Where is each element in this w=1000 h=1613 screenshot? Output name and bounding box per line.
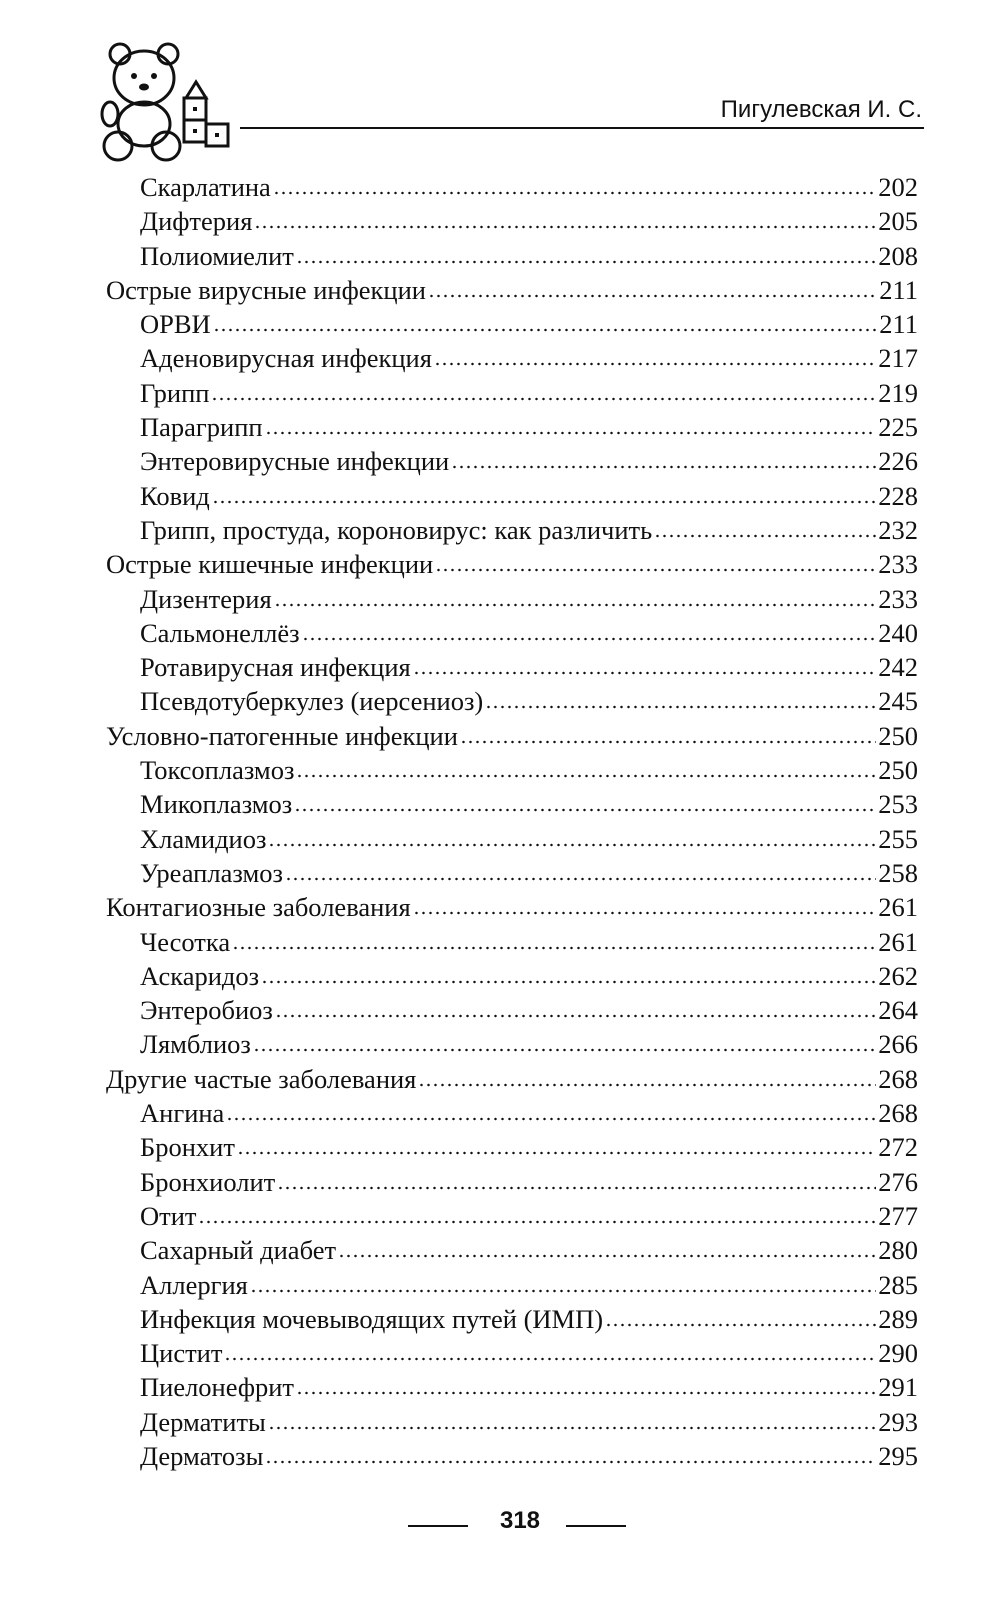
toc-entry-page: 211 xyxy=(879,274,918,305)
toc-entry xyxy=(106,1336,918,1370)
toc-entry-page: 228 xyxy=(878,480,918,511)
toc-entry-title: Микоплазмоз xyxy=(140,789,293,820)
dot-leader xyxy=(211,396,876,402)
dot-leader xyxy=(294,807,876,813)
dot-leader xyxy=(296,773,876,779)
toc-entry xyxy=(106,684,918,718)
toc-entry-page: 208 xyxy=(878,240,918,271)
page-footer xyxy=(0,1505,1000,1545)
page-header xyxy=(0,0,1000,175)
toc-entry-title: Отит xyxy=(140,1200,197,1231)
toc-entry-title: Дифтерия xyxy=(140,206,253,237)
dot-leader xyxy=(261,979,876,985)
toc-entry-title: Грипп, простуда, короновирус: как различить xyxy=(140,514,653,545)
dot-leader xyxy=(268,1425,876,1431)
toc-entry-title: Уреаплазмоз xyxy=(140,857,283,888)
toc-entry-page: 293 xyxy=(878,1406,918,1437)
toc-entry-page: 250 xyxy=(878,720,918,751)
toc-entry-page: 264 xyxy=(878,995,918,1026)
toc-entry-page: 268 xyxy=(878,1098,918,1129)
toc-entry-page: 240 xyxy=(878,617,918,648)
toc-entry-title: Ротавирусная инфекция xyxy=(140,652,411,683)
toc-entry-title: Хламидиоз xyxy=(140,823,267,854)
toc-entry xyxy=(106,307,918,341)
toc-entry-title: Дерматиты xyxy=(140,1406,266,1437)
toc-entry-page: 280 xyxy=(878,1235,918,1266)
page-number: 318 xyxy=(499,1507,541,1534)
dot-leader xyxy=(605,1322,876,1328)
dot-leader xyxy=(338,1253,876,1259)
toc-entry xyxy=(106,513,918,547)
footer-rule-right xyxy=(566,1525,626,1527)
toc-entry-title: Ковид xyxy=(140,480,210,511)
toc-entry-page: 219 xyxy=(878,377,918,408)
toc-entry-title: Условно-патогенные инфекции xyxy=(106,720,458,751)
dot-leader xyxy=(224,1356,876,1362)
toc-entry xyxy=(106,376,918,410)
toc-entry-title: Контагиозные заболевания xyxy=(106,892,411,923)
toc-entry-page: 211 xyxy=(879,309,918,340)
toc-entry-title: Аллергия xyxy=(140,1269,248,1300)
dot-leader xyxy=(485,704,876,710)
toc-entry xyxy=(106,204,918,238)
toc-entry xyxy=(106,993,918,1027)
toc-entry xyxy=(106,582,918,616)
toc-section-entry xyxy=(106,1062,918,1096)
toc-entry-page: 285 xyxy=(878,1269,918,1300)
toc-entry-page: 202 xyxy=(878,172,918,202)
toc-entry-title: Цистит xyxy=(140,1338,223,1369)
toc-entry xyxy=(106,787,918,821)
toc-entry xyxy=(106,1096,918,1130)
dot-leader xyxy=(296,259,876,265)
dot-leader xyxy=(418,1082,876,1088)
toc-entry-title: Аденовирусная инфекция xyxy=(140,343,432,374)
dot-leader xyxy=(460,739,876,745)
toc-entry xyxy=(106,410,918,444)
toc-section-entry xyxy=(106,547,918,581)
toc-entry-page: 289 xyxy=(878,1303,918,1334)
teddy-bear-with-blocks-icon xyxy=(100,40,235,165)
toc-entry-page: 262 xyxy=(878,960,918,991)
toc-entry-page: 295 xyxy=(878,1440,918,1471)
table-of-contents xyxy=(106,170,918,1473)
toc-entry xyxy=(106,650,918,684)
toc-entry-title: Грипп xyxy=(140,377,210,408)
toc-entry xyxy=(106,170,918,204)
toc-entry xyxy=(106,1165,918,1199)
dot-leader xyxy=(451,464,876,470)
dot-leader xyxy=(435,567,876,573)
dot-leader xyxy=(265,1459,876,1465)
dot-leader xyxy=(265,430,877,436)
toc-entry-title: Другие частые заболевания xyxy=(106,1063,417,1094)
toc-entry-page: 261 xyxy=(878,926,918,957)
toc-entry xyxy=(106,479,918,513)
toc-section-entry xyxy=(106,273,918,307)
dot-leader xyxy=(237,1150,876,1156)
toc-entry xyxy=(106,1199,918,1233)
dot-leader xyxy=(274,602,877,608)
dot-leader xyxy=(434,361,876,367)
toc-entry-title: Инфекция мочевыводящих путей (ИМП) xyxy=(140,1303,604,1334)
toc-entry xyxy=(106,616,918,650)
toc-entry-page: 225 xyxy=(878,412,918,443)
footer-rule-left xyxy=(408,1525,468,1527)
toc-entry-page: 261 xyxy=(878,892,918,923)
toc-entry-page: 250 xyxy=(878,755,918,786)
toc-entry xyxy=(106,1233,918,1267)
toc-entry xyxy=(106,1130,918,1164)
toc-entry xyxy=(106,753,918,787)
toc-entry-page: 290 xyxy=(878,1338,918,1369)
toc-entry-title: Энтеробиоз xyxy=(140,995,273,1026)
toc-entry-title: Острые вирусные инфекции xyxy=(106,274,426,305)
toc-entry-page: 242 xyxy=(878,652,918,683)
toc-entry xyxy=(106,1027,918,1061)
toc-entry-page: 291 xyxy=(878,1372,918,1403)
toc-entry-title: Бронхиолит xyxy=(140,1166,276,1197)
dot-leader xyxy=(277,1185,876,1191)
author-name: Пигулевская И. С. xyxy=(720,96,922,123)
toc-entry-title: Дерматозы xyxy=(140,1440,264,1471)
toc-entry xyxy=(106,822,918,856)
toc-entry-title: Ангина xyxy=(140,1098,225,1129)
toc-entry-title: Энтеровирусные инфекции xyxy=(140,446,450,477)
dot-leader xyxy=(268,842,876,848)
toc-entry xyxy=(106,1439,918,1473)
toc-entry xyxy=(106,1405,918,1439)
toc-entry-title: Острые кишечные инфекции xyxy=(106,549,434,580)
toc-entry-page: 255 xyxy=(878,823,918,854)
dot-leader xyxy=(226,1116,876,1122)
toc-entry-page: 276 xyxy=(878,1166,918,1197)
toc-entry xyxy=(106,444,918,478)
toc-section-entry xyxy=(106,890,918,924)
toc-entry-title: Скарлатина xyxy=(140,172,271,202)
dot-leader xyxy=(654,533,876,539)
toc-entry-title: Лямблиоз xyxy=(140,1029,251,1060)
toc-entry-title: Сахарный диабет xyxy=(140,1235,337,1266)
toc-entry xyxy=(106,959,918,993)
dot-leader xyxy=(232,945,876,951)
toc-entry-page: 233 xyxy=(878,583,918,614)
dot-leader xyxy=(273,190,876,196)
toc-entry-page: 245 xyxy=(878,686,918,717)
toc-entry-title: ОРВИ xyxy=(140,309,211,340)
toc-entry xyxy=(106,341,918,375)
toc-entry-title: Чесотка xyxy=(140,926,231,957)
header-rule xyxy=(240,127,924,129)
toc-entry-title: Бронхит xyxy=(140,1132,235,1163)
toc-entry-title: Дизентерия xyxy=(140,583,272,614)
toc-entry-page: 277 xyxy=(878,1200,918,1231)
toc-entry-page: 233 xyxy=(878,549,918,580)
toc-entry-title: Токсоплазмоз xyxy=(140,755,295,786)
dot-leader xyxy=(413,670,877,676)
dot-leader xyxy=(285,876,876,882)
toc-entry-page: 258 xyxy=(878,857,918,888)
dot-leader xyxy=(428,293,877,299)
dot-leader xyxy=(296,1390,876,1396)
toc-entry xyxy=(106,1370,918,1404)
dot-leader xyxy=(212,499,876,505)
dot-leader xyxy=(275,1013,876,1019)
toc-entry-page: 253 xyxy=(878,789,918,820)
dot-leader xyxy=(253,1047,876,1053)
toc-entry-title: Пиелонефрит xyxy=(140,1372,295,1403)
dot-leader xyxy=(250,1288,876,1294)
toc-entry-page: 226 xyxy=(878,446,918,477)
toc-entry xyxy=(106,1268,918,1302)
toc-entry-page: 232 xyxy=(878,514,918,545)
dot-leader xyxy=(302,636,877,642)
toc-entry-title: Аскаридоз xyxy=(140,960,260,991)
toc-entry xyxy=(106,1302,918,1336)
toc-entry xyxy=(106,925,918,959)
toc-entry xyxy=(106,239,918,273)
toc-entry-title: Псевдотуберкулез (иерсениоз) xyxy=(140,686,484,717)
toc-entry xyxy=(106,856,918,890)
dot-leader xyxy=(213,327,878,333)
toc-entry-page: 205 xyxy=(878,206,918,237)
toc-entry-page: 217 xyxy=(878,343,918,374)
toc-entry-title: Парагрипп xyxy=(140,412,263,443)
dot-leader xyxy=(198,1219,876,1225)
toc-section-entry xyxy=(106,719,918,753)
toc-entry-page: 266 xyxy=(878,1029,918,1060)
toc-entry-page: 272 xyxy=(878,1132,918,1163)
toc-entry-title: Сальмонеллёз xyxy=(140,617,300,648)
toc-entry-title: Полиомиелит xyxy=(140,240,294,271)
toc-entry-page: 268 xyxy=(878,1063,918,1094)
dot-leader xyxy=(254,224,876,230)
dot-leader xyxy=(413,910,877,916)
